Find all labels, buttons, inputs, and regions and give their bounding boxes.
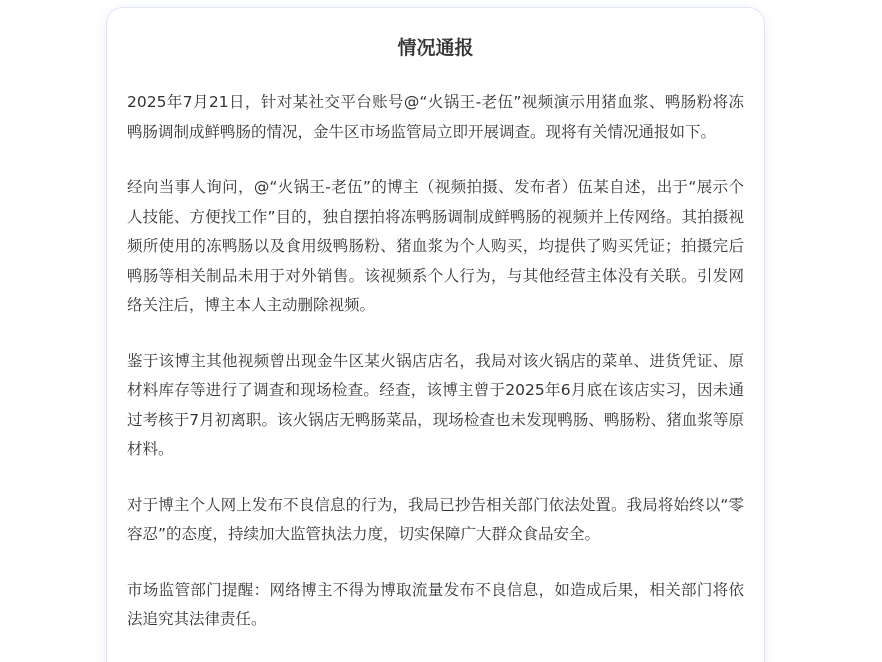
notice-card <box>107 8 764 662</box>
notice-body <box>127 88 744 635</box>
notice-paragraph-1: 2025年7月21日，针对某社交平台账号@“火锅王-老伍”视频演示用猪血浆、鸭肠粉将冻鸭肠调制成鲜鸭肠的情况，金牛区市场监管局立即开展调查。现将有关情况通报如下。 <box>127 93 744 141</box>
notice-paragraph-2: 经向当事人询问，@“火锅王-老伍”的博主（视频拍摄、发布者）伍某自述，出于“展示个人技能、方便找工作”目的，独自摆拍将冻鸭肠调制成鲜鸭肠的视频并上传网络。其拍摄视频所使用的冻鸭肠以及食用级鸭肠粉、猪血浆为个人购买，均提供了购买凭证；拍摄完后鸭肠等相关制品未用于对外销售。该视频系个人行为，与其他经营主体没有关联。引发网络关注后，博主本人主动删除视频。 <box>127 178 744 314</box>
notice-paragraph-3: 鉴于该博主其他视频曾出现金牛区某火锅店店名，我局对该火锅店的菜单、进货凭证、原材料库存等进行了调查和现场检查。经查，该博主曾于2025年6月底在该店实习，因未通过考核于7月初离职。该火锅店无鸭肠菜品，现场检查也未发现鸭肠、鸭肠粉、猪血浆等原材料。 <box>127 351 744 458</box>
notice-paragraph-4: 对于博主个人网上发布不良信息的行为，我局已抄告相关部门依法处置。我局将始终以“零容忍”的态度，持续加大监管执法力度，切实保障广大群众食品安全。 <box>127 495 744 543</box>
notice-paragraph-5: 市场监管部门提醒：网络博主不得为博取流量发布不良信息，如造成后果，相关部门将依法追究其法律责任。 <box>127 580 744 628</box>
notice-title: 情况通报 <box>397 37 474 59</box>
